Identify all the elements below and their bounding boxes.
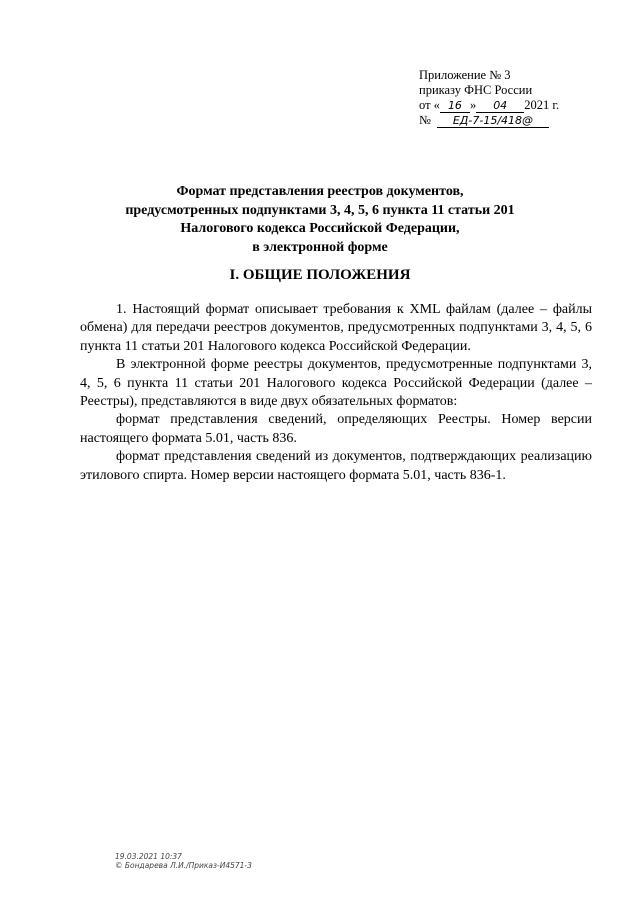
handwritten-order-number: ЕД-7-15/418@ [437,115,549,128]
body-text [80,301,592,485]
title-line-4: в электронной форме [252,239,388,255]
title-line-1: Формат представления реестров документов, [176,184,464,199]
appendix-title: Приложение № 3 [419,68,511,82]
handwritten-day: 16 [440,100,470,113]
paragraph-3: формат представления сведений, определяющих Реестры. Номер версии настоящего формата 5.01, часть 836. [80,412,592,446]
title-line-2: предусмотренных подпунктами 3, 4, 5, 6 пункта 11 статьи 201 [125,202,515,218]
appendix-date-line [419,98,559,113]
section-heading: I. ОБЩИЕ ПОЛОЖЕНИЯ [229,267,411,283]
document-title [90,183,550,257]
paragraph-4: формат представления сведений из документов, подтверждающих реализацию этилового спирта. Номер версии настоящего формата 5.01, часть 836-1. [80,449,592,483]
appendix-order-ref: приказу ФНС России [419,83,533,97]
handwritten-month: 04 [476,100,524,113]
date-prefix: от « [419,98,440,112]
date-mid: » [469,98,477,112]
title-line-3: Налогового кодекса Российской Федерации, [180,221,460,236]
appendix-block [419,68,559,128]
number-prefix: № [419,113,431,127]
stamp-line-2: © Бондарева Л.И./Приказ-И4571-3 [115,861,252,870]
date-year: 2021 г. [524,98,560,112]
stamp-line-1: 19.03.2021 10:37 [115,852,182,861]
registration-stamp [115,852,252,870]
paragraph-1: 1. Настоящий формат описывает требования к XML файлам (далее – файлы обмена) для передачи реестров документов, предусмотренных подпунктами 3, 4, 5, 6 пункта 11 статьи 201 Налогового кодекса Российской Федерации. [80,302,592,354]
appendix-number-line [419,113,559,128]
paragraph-2: В электронной форме реестры документов, предусмотренные подпунктами 3, 4, 5, 6 пункта 11 статьи 201 Налогового кодекса Российской Федерации (далее – Реестры), представляются в виде двух обязательных форматов: [80,357,592,410]
